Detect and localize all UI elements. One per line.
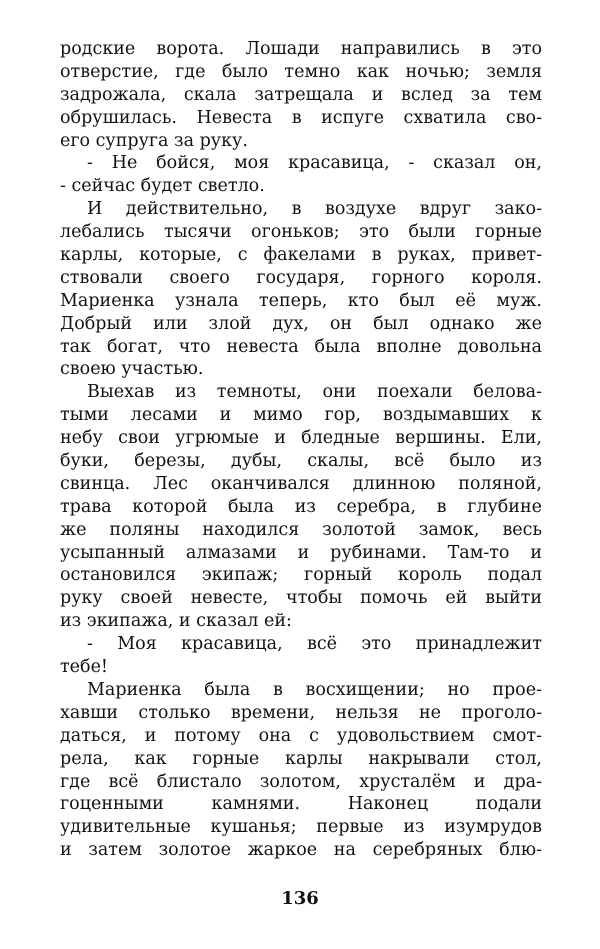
text-line: удивительные кушанья; первые из изумрудов — [60, 817, 542, 838]
text-line: где всё блистало золотом, хрусталём и дра- — [60, 771, 542, 792]
text-line: - сейчас будет светло. — [60, 176, 265, 197]
text-line: же поляны находился золотой замок, весь — [60, 519, 542, 540]
text-line: и затем золотое жаркое на серебряных блю- — [60, 840, 542, 861]
text-line: И действительно, в воздухе вдруг зако- — [87, 199, 542, 220]
text-line: из экипажа, и сказал ей: — [60, 611, 292, 632]
text-line: тыми лесами и мимо гор, воздымавших к — [60, 405, 542, 426]
text-line: Мариенка была в восхищении; но прое- — [87, 679, 542, 700]
text-line: хавши столько времени, нельзя не проголо- — [60, 702, 542, 723]
page-body — [60, 38, 542, 862]
text-line: рела, как горные карлы накрывали стол, — [60, 748, 542, 769]
text-line: свинца. Лес оканчивался длинною поляной, — [60, 473, 542, 494]
text-line: своею участью. — [60, 359, 204, 380]
text-line: отверстие, где было темно как ночью; земля — [60, 61, 542, 82]
text-line: Добрый или злой дух, он был однако же — [60, 313, 542, 334]
text-line: усыпанный алмазами и рубинами. Там-то и — [60, 542, 542, 563]
text-line: так богат, что невеста была вполне довольна — [60, 336, 542, 357]
text-line: ствовали своего государя, горного короля. — [60, 267, 542, 288]
text-line: Выехав из темноты, они поехали белова- — [87, 382, 542, 403]
text-line: - Моя красавица, всё это принадлежит — [87, 634, 542, 655]
text-line: его супруга за руку. — [60, 130, 248, 151]
text-line: руку своей невесте, чтобы помочь ей выйти — [60, 588, 542, 609]
text-line: небу свои угрюмые и бледные вершины. Ели, — [60, 428, 542, 449]
text-line: остановился экипаж; горный король подал — [60, 565, 542, 586]
text-line: даться, и потому она с удовольствием смот- — [60, 725, 542, 746]
text-line: гоценными камнями. Наконец подали — [60, 794, 542, 815]
text-line: родские ворота. Лошади направились в это — [60, 39, 542, 59]
text-line: лебались тысячи огоньков; это были горные — [60, 222, 542, 243]
text-line: трава которой была из серебра, в глубине — [60, 496, 542, 517]
text-line: тебе! — [60, 657, 108, 678]
text-line: обрушилась. Невеста в испуге схватила сво- — [60, 107, 542, 128]
text-line: Мариенка узнала теперь, кто был её муж. — [60, 290, 542, 311]
text-line: буки, березы, дубы, скалы, всё было из — [60, 451, 542, 472]
text-line: карлы, которые, с факелами в руках, привет- — [60, 245, 542, 266]
text-line: - Не бойся, моя красавица, - сказал он, — [87, 153, 542, 174]
text-line: задрожала, скала затрещала и вслед за тем — [60, 84, 542, 105]
page-number: 136 — [281, 888, 319, 909]
